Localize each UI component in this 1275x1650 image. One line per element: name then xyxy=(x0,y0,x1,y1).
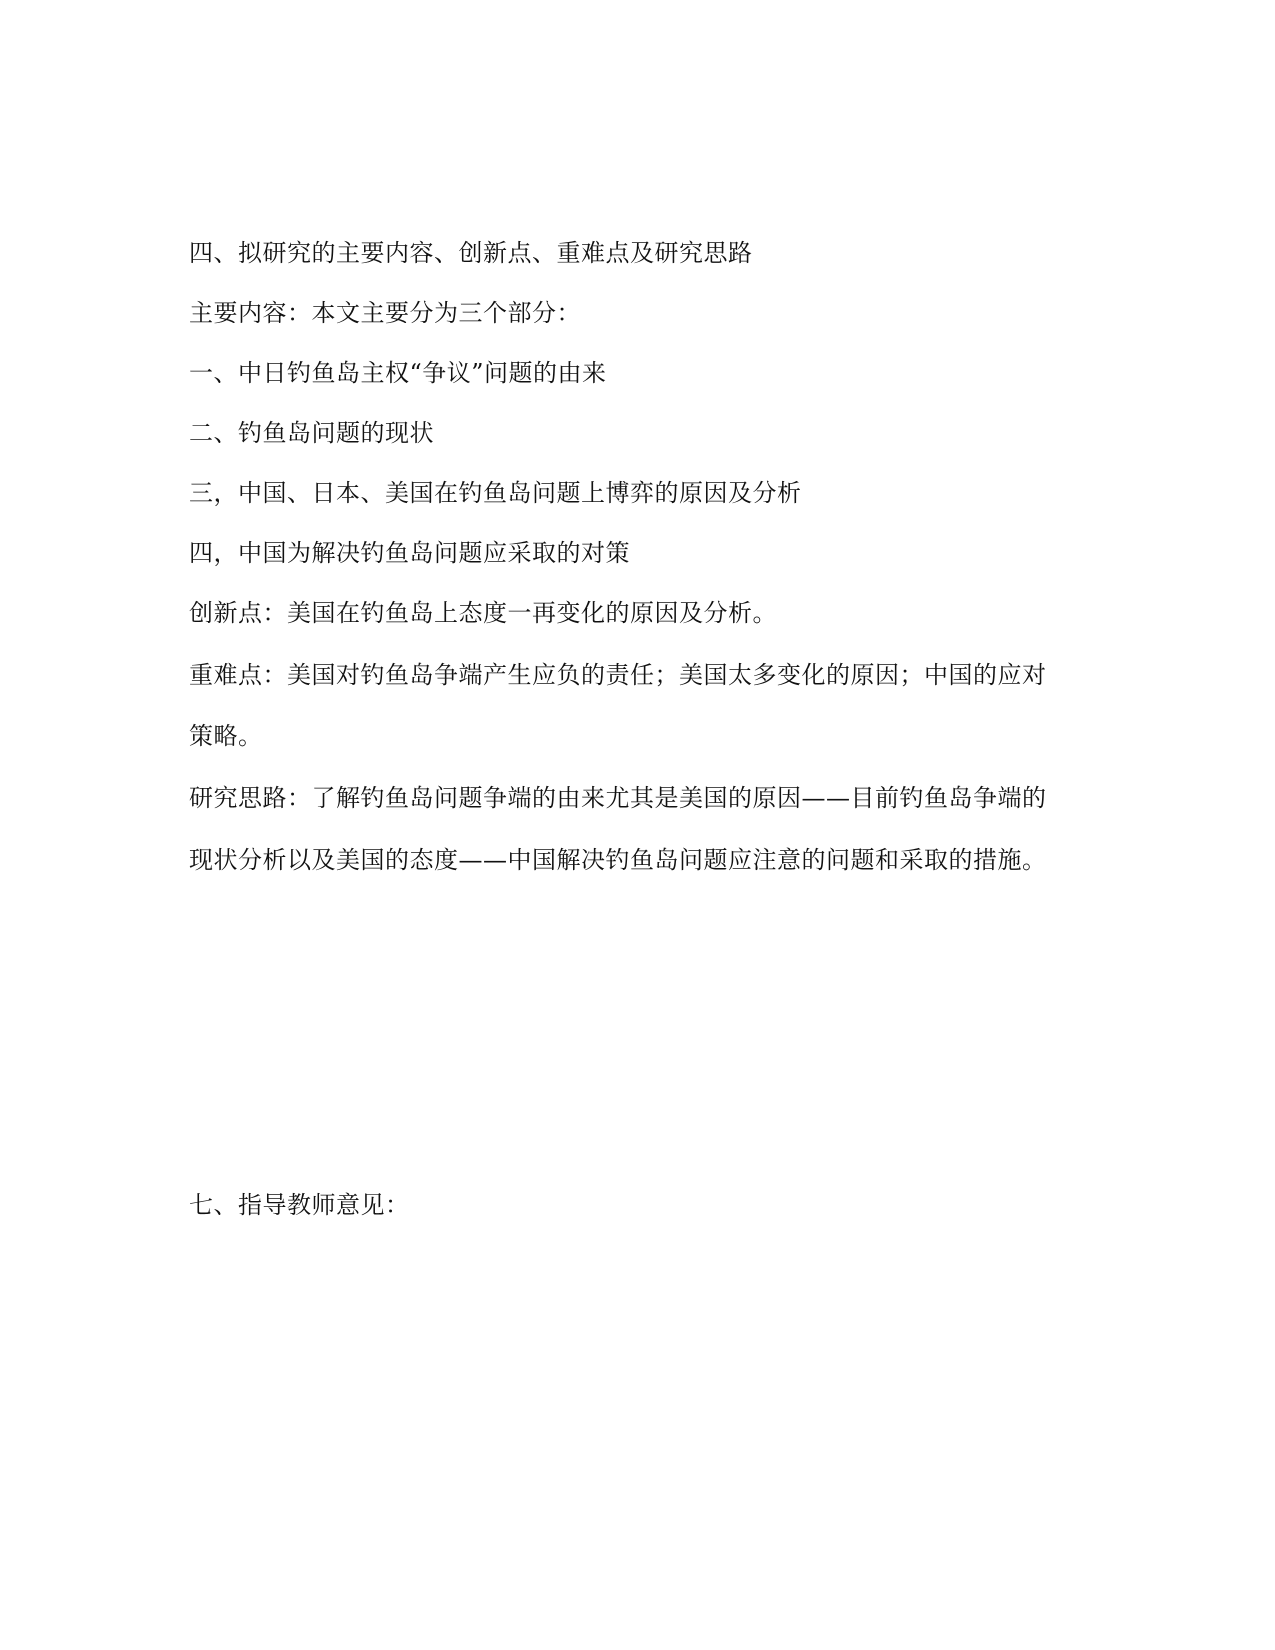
section-heading: 四、拟研究的主要内容、创新点、重难点及研究思路 xyxy=(189,239,753,267)
key-difficulties-line-2: 策略。 xyxy=(189,722,263,750)
innovation-text: 创新点：美国在钓鱼岛上态度一再变化的原因及分析。 xyxy=(189,599,777,627)
part-item-1: 一、中日钓鱼岛主权“争议”问题的由来 xyxy=(189,359,607,387)
research-approach-line-2: 现状分析以及美国的态度——中国解决钓鱼岛问题应注意的问题和采取的措施。 xyxy=(189,846,1047,874)
advisor-opinion-heading: 七、指导教师意见： xyxy=(189,1191,410,1219)
part-item-3: 三，中国、日本、美国在钓鱼岛问题上博弈的原因及分析 xyxy=(189,479,802,507)
research-approach-line-1: 研究思路：了解钓鱼岛问题争端的由来尤其是美国的原因——目前钓鱼岛争端的 xyxy=(189,784,1047,812)
main-content-intro: 主要内容：本文主要分为三个部分： xyxy=(189,299,581,327)
key-difficulties-line-1: 重难点：美国对钓鱼岛争端产生应负的责任；美国太多变化的原因；中国的应对 xyxy=(189,661,1047,689)
part-item-4: 四，中国为解决钓鱼岛问题应采取的对策 xyxy=(189,539,630,567)
part-item-2: 二、钓鱼岛问题的现状 xyxy=(189,419,434,447)
